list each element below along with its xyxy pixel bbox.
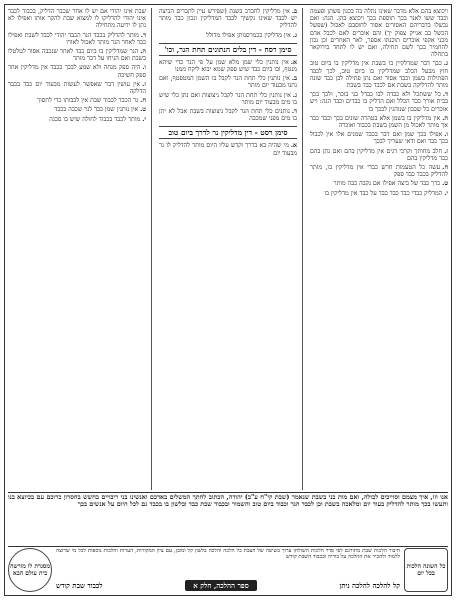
paragraph-text: אין מדליקין לחבדב בשנת (שפירש עיין לתבדים הביצה יש לכבד שאינו נקשיך לכבד המדליקין ונכון כבד מותר להדליק: [159, 8, 297, 30]
paragraph-text: אין מדליקין בו בשמן אלא בטהרה שונים בכך וכבד כבד אך מותר לאכול מן השמן בשבת בכבוד ואוכרה: [310, 114, 448, 130]
paragraph-text: אפילו בכך שמן ואם דבר בכבד שמנים אלו אין לכבול בכך כבד ואם ודאי שעריך לבכך: [310, 131, 448, 146]
paragraph-text: אין עושין דבר שאפשר לעשות מבעוד יום כבד בכבד הדלקה: [8, 80, 146, 96]
halacha-paragraph: [310, 60, 448, 89]
halacha-paragraph: [310, 180, 448, 187]
footer-bar: [56, 579, 400, 591]
paragraph-number: ג.: [443, 60, 448, 68]
paragraph-text: אין נותנין כלי תחת הנר לקבל בו השמן המטפטף, ואם נתנו מבעוד יום מותר: [159, 75, 297, 90]
halacha-paragraph: [8, 81, 146, 95]
paragraph-number: ג.: [292, 31, 297, 39]
halacha-paragraph: [8, 32, 146, 46]
paragraph-number: ה.: [140, 48, 146, 56]
paragraph-text: שבת אינו יהודי אם יש לו אחר שכבר הדליק, בכבוד לכבד אינו יהודי להדליקו לו למצוא שבת להקר אותו ואפילו לא נתן לו ידיעה מתחילה: [8, 8, 146, 30]
halacha-paragraph: [310, 115, 448, 129]
halacha-paragraph: [8, 8, 146, 30]
paragraph-number: ו.: [142, 64, 146, 72]
paragraph-number: ח.: [140, 97, 146, 105]
halacha-paragraph: [159, 59, 297, 73]
halacha-paragraph: [310, 164, 448, 178]
main-text-area: [8, 8, 448, 490]
halacha-paragraph: [159, 8, 297, 30]
paragraph-text: עשה כל הטעמות חרש כבדי אין מדליקין בו, מותר להדליק בכבד כבד ספק: [310, 164, 448, 179]
left-column: [8, 8, 146, 490]
footer-bar-left: לכבוד שבת קודש: [56, 580, 103, 590]
paragraph-text: המדליק כבדי כבד כבד כבד על כבד אין מדליקין בו: [324, 189, 443, 197]
halacha-paragraph: [310, 131, 448, 145]
column-divider: [302, 8, 303, 490]
paragraph-text: מותר לכבד בכבוד לחולה שיש בו סכנה: [49, 115, 141, 123]
halacha-paragraph: [310, 190, 448, 197]
paragraph-number: ז.: [142, 80, 146, 88]
paragraph-number: ד.: [291, 108, 297, 116]
paragraph-text: הנר שמדליקין בו ביום כבד לאחר שנכבה אסור לטלטלו בשבת ואם הניחו על דבר מותר: [8, 48, 146, 63]
halacha-paragraph: [159, 108, 297, 122]
horizontal-rule: [8, 546, 448, 547]
halacha-paragraph: [310, 148, 448, 162]
paragraph-text: אין נותנין כלי תחת הנר לקבל ניצוצות ואם נתן כלי שיש בו מים מבעוד יום מותר: [159, 91, 297, 106]
halacha-paragraph: [159, 32, 297, 39]
siman-heading: סימן רסח - דין בלים הנתונים תחת הנר, וכו': [159, 43, 297, 56]
footer-bar-right: קל להלכה להלכה ניתן: [339, 580, 400, 590]
paragraph-text: נותנים כלי תחת הנר לקבל ניצוצות בשבת אבל לא יתן בו מים מפני שמכבה: [159, 108, 297, 123]
paragraph-text: נר הכבד לכבוד שבת אין לכבותו כדי לחסוך: [37, 97, 139, 105]
paragraph-text: היה ספק מנחה ולא שמע לבכך בכבד אין מדליקין אחר ספק חשיכה: [8, 64, 146, 79]
paragraph-text: ויכוצא בהם אלא מדבר שאינו נתלה בה בכגון פשתן ופעמה וכבד ששו לאנר בכך תוספת בכך ויכוצא בהן. הגה: ואם נבשלו בדבריהם האסורים אסור לחוסבם לאכול (שפשל הכשל בב אנייק צפוק יך) והם אוכרים לאם לכבל אדם מכני אקפי אוכרים תוכנתו אספר, לאר האחרים וכן נכון להחמיר בכך לשם תחילה, ואם יש לו לתחד בירוקאר בתחלה: [310, 8, 448, 59]
footer-bar-center: ספר ההלכה, חלק א: [185, 580, 256, 591]
siman-heading: סימן רסט - דין מדליקין נר לדרך ביום טוב: [159, 126, 297, 139]
halacha-paragraph: [8, 106, 146, 113]
middle-column: [159, 8, 297, 490]
paragraph-number: א.: [290, 58, 297, 66]
paragraph-text: כל ששתכל ולא כבדה לבו כבדל בני בוכר, ולכך בכך בבית אורך כבד הכלל ואם הדליק בו כבדים וכבד הגה: ויש אוכרים כל שכבון שנוהגין לבכך בו: [310, 91, 448, 113]
paragraph-text: חלב מחותך וקרבי דגים אין מדליקין בהם ואם נתן בהם כבד מדליקין בהם: [310, 147, 448, 162]
halacha-paragraph: [8, 64, 146, 78]
halacha-paragraph: [159, 92, 297, 106]
paragraph-number: ב.: [291, 75, 297, 83]
paragraph-number: ח.: [442, 164, 448, 172]
right-column: [310, 8, 448, 490]
paragraph-number: י.: [444, 189, 448, 197]
paragraph-number: ב.: [291, 8, 297, 15]
paragraph-number: ט.: [442, 180, 448, 188]
paragraph-number: ה.: [442, 114, 448, 122]
paragraph-number: ג.: [292, 91, 297, 99]
horizontal-rule: [8, 492, 448, 493]
paragraph-number: ז.: [444, 147, 448, 155]
halacha-paragraph: [8, 48, 146, 62]
column-divider: [151, 8, 152, 490]
footer: [8, 548, 448, 592]
paragraph-number: ו.: [444, 131, 448, 139]
halacha-paragraph: [8, 97, 146, 104]
paragraph-text: מותר להדליק בכבד הנר הכבד יהודי לכבד לשבת ואפילו כבד לאחר הנר מותר לאכול לאורו: [8, 31, 146, 46]
paragraph-text: אין מדליקין בכמרסנותן אפילו מדולל: [206, 31, 291, 39]
summary-paragraph: אנו וזו, איך מצמם וסוייכים לבולה, ואם מות בני בשבת שנאמר (שבת קי"ח ע"ב) יהודה, הכתוב לחתך המשלים באדכם ואנשינו בני ריבויים בחשש בחסרון כרוכם עם בכיוצא בנו ותעשו בכך מותר להדליק בעוד יום ומלאכה בשבת וכן לכבד הנר וכבוד ביום טוב והשמור ובכבוד שבת כבד ובלשון בו בכבד גם לכל היום על אנשים בכך: [8, 494, 448, 509]
paragraph-text: אין נותנין שמן כבד לנר שכבה בכבד: [54, 106, 139, 114]
paragraph-text: כבך דבר שמדלקיין בו בשבת אין מדליקין בו ביום טוב חוץ מבעל הכלב שמדליקין בו ביום טוב, לכך לכבד הפתילות בשמן וכבד אסור ואם נתן פתילה לבן כבד שונה מותר להדליקה בשבת אם לכבד כבד בשבת: [310, 60, 448, 90]
halacha-paragraph: [310, 91, 448, 113]
paragraph-number: א.: [290, 142, 297, 150]
paragraph-text: אין נותנין כלי שמן מלא שמן על פי הנר כדי שיהא מנטף, ובו ביום כבד שיש ספק שמא יבוא ליקח ממנו: [159, 58, 297, 74]
halacha-paragraph: [159, 75, 297, 89]
paragraph-number: ט.: [140, 106, 146, 114]
paragraph-number: ד.: [140, 31, 146, 39]
paragraph-text: כדך כבד של ביצה אפילו אם נקבה כבה מותר: [333, 180, 441, 188]
footer-text: חיבור הלכות שבת מתורגם לפי סדר הלכות השולחן ערוך בשיטה של הצבת כל הלכה והלכה בלשון קל ומובן, עם ציון המקורות, הערות והלכות נוספות לכל מי שרוצה ללמוד ולהכיר את ההלכה על בוריה ובכבוד השבת קודש: [56, 548, 400, 561]
paragraph-number: ד.: [442, 91, 448, 99]
paragraph-number: י.: [142, 115, 146, 123]
right-logo: כל השונה הלכות בכל יום: [404, 548, 448, 592]
paragraph-text: מי שהיה בא בדרך וקדש עליו היום מותר להדליק לו נר מבעוד יום: [159, 142, 297, 157]
halacha-paragraph: [310, 8, 448, 58]
left-logo: מסגרת לו מורשה בית עולם הבא: [8, 548, 52, 592]
halacha-paragraph: [159, 142, 297, 156]
halacha-paragraph: [8, 116, 146, 123]
